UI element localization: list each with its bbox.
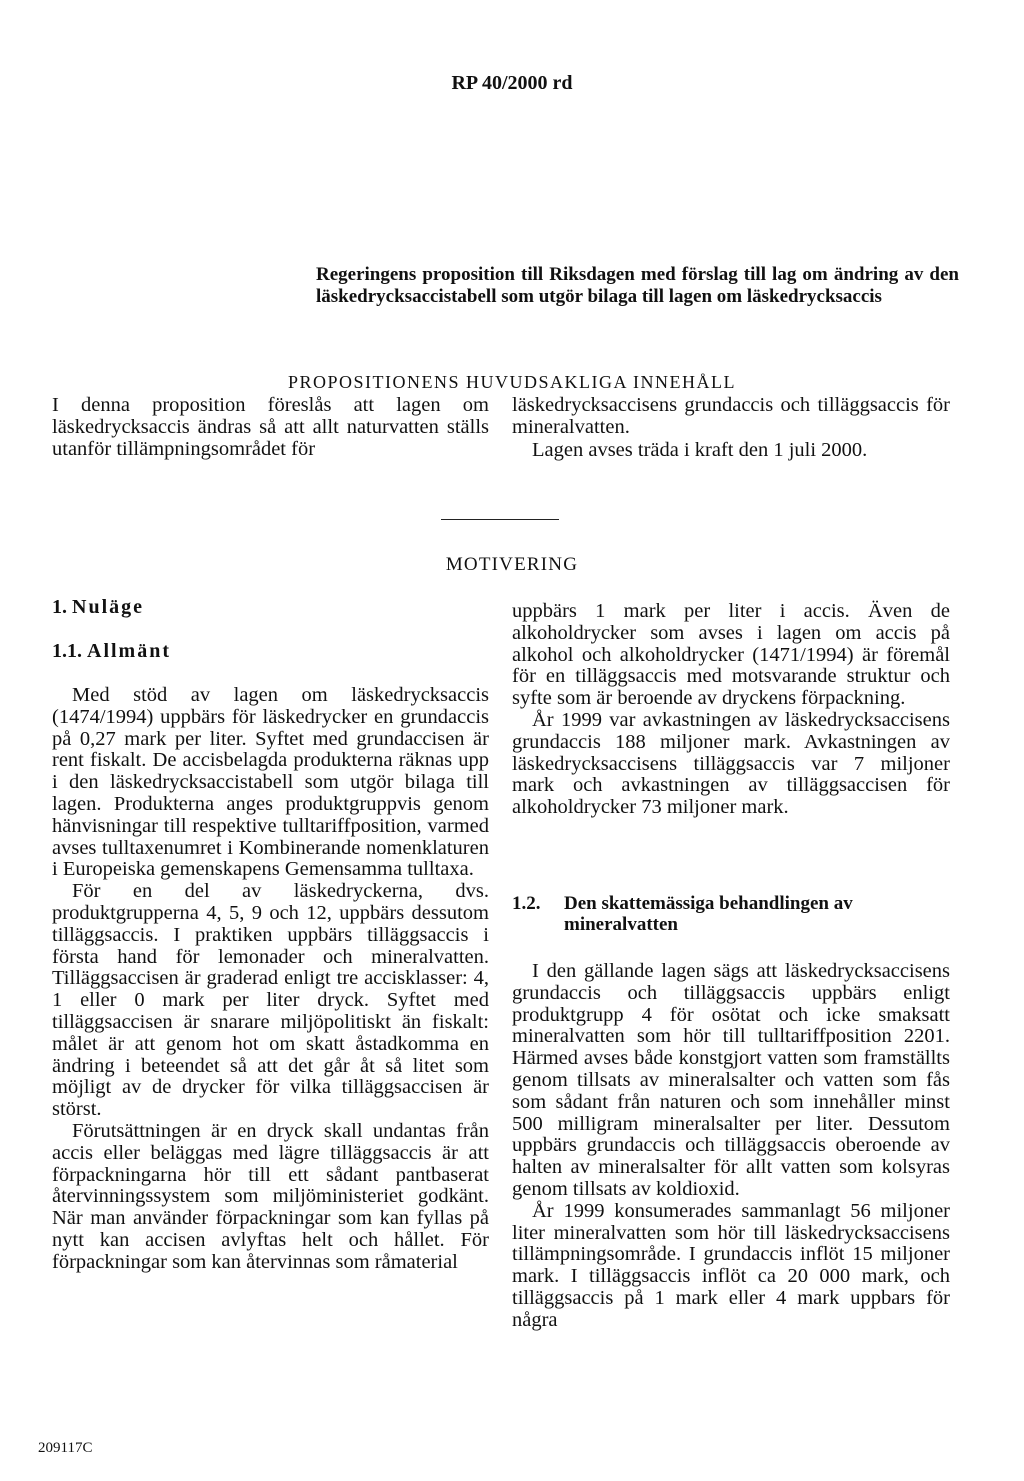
- footer-code: 209117C: [38, 1440, 93, 1456]
- summary-right-text-2: Lagen avses träda i kraft den 1 juli 2000.: [532, 439, 868, 461]
- proposition-title: Regeringens proposition till Riksdagen med förslag till lag om ändring av den läskedrycksaccistabell som utgör bilaga till lagen om läskedrycksaccis: [316, 264, 959, 307]
- body-paragraph: För en del av läskedryckerna, dvs. produktgrupperna 4, 5, 9 och 12, uppbärs dessutom tilläggsaccis. I praktiken uppbärs tilläggsaccis i första hand för lemonader och mineralvatten. Tilläggsaccisen är graderad enligt tre accisklasser: 4, 1 eller 0 mark per liter dryck. Syftet med tilläggsaccisen är snarare miljöpolitiskt än fiskalt: målet är att genom hot om skatt åstadkomma en ändring i beteendet så att det går åt så litet som möjligt av de drycker för vilka tilläggsaccisen är störst.: [52, 880, 489, 1121]
- section-1-2-title: Den skattemässiga behandlingen av mineralvatten: [564, 893, 853, 935]
- section-1-2-number: 1.2.: [512, 893, 541, 914]
- left-body-column: [52, 685, 489, 1274]
- summary-left-text: I denna proposition föreslås att lagen om läskedrycksaccis ändras så att allt naturvatten ställs utanför tillämpningsområdet för: [52, 394, 489, 460]
- body-paragraph: Med stöd av lagen om läskedrycksaccis (1474/1994) uppbärs för läskedrycker en grundaccis på 0,27 mark per liter. Syftet med grundaccisen är rent fiskalt. De accisbelagda produkterna räknas upp i den läskedrycksaccistabell som utgör bilaga till lagen. Produkterna anges produktgruppvis genom hänvisningar till respektive tulltariffposition, varmed avses tulltaxenumret i Kombinerande nomenklaturen i Europeiska gemenskapens Gemensamma tulltaxa.: [52, 684, 489, 881]
- right-body-column-b: [512, 961, 950, 1332]
- section-1-title: Nuläge: [72, 596, 144, 618]
- section-1-number: 1.: [52, 596, 67, 618]
- summary-heading: PROPOSITIONENS HUVUDSAKLIGA INNEHÅLL: [288, 372, 736, 392]
- motivering-heading: MOTIVERING: [445, 554, 579, 575]
- section-1-1-number: 1.1.: [52, 640, 82, 662]
- document-header: RP 40/2000 rd: [451, 72, 573, 94]
- section-1-1-heading: [52, 640, 489, 663]
- right-body-column-a: [512, 601, 950, 819]
- body-paragraph: Förutsättningen är en dryck skall undantas från accis eller beläggas med lägre tilläggsaccis är att förpackningarna hör till ett sådant pantbaserat återvinningssystem som miljöministeriet godkänt. När man använder förpackningar som kan fyllas på nytt kan accisen avlyftas helt och hållet. För förpackningar som kan återvinnas som råmaterial: [52, 1119, 489, 1273]
- section-1-heading: [52, 596, 489, 619]
- section-1-1-title: Allmänt: [87, 640, 171, 662]
- body-paragraph: I den gällande lagen sägs att läskedrycksaccisens grundaccis och tilläggsaccis uppbärs enligt produktgrupp 4 för osötat och icke smaksatt mineralvatten som hör till tulltariffposition 2201. Härmed avses både konstgjort vatten som framställts genom tillsats av mineralsalter och vatten som fås som sådant från naturen och som innehåller minst 500 milligram mineralsalter per liter. Dessutom uppbärs grundaccis och tilläggsaccis oberoende av halten av mineralsalter för allt vatten som kolsyras genom tillsats av koldioxid.: [512, 960, 950, 1200]
- body-paragraph: År 1999 konsumerades sammanlagt 56 miljoner liter mineralvatten som hör till läskedrycksaccisens tillämpningsområde. I grundaccis inflöt 15 miljoner mark. I tilläggsaccis inflöt ca 20 000 mark, och tilläggsaccis på 1 mark eller 4 mark uppbars för några: [512, 1199, 950, 1331]
- section-1-2-heading: [512, 893, 950, 935]
- summary-right-text-1: läskedrycksaccisens grundaccis och tilläggsaccis för mineralvatten.: [512, 394, 950, 438]
- body-paragraph: År 1999 var avkastningen av läskedrycksaccisens grundaccis 188 miljoner mark. Avkastningen av läskedrycksaccisens tilläggsaccis var 7 miljoner mark och avkastningen av tilläggsaccisen för alkoholdrycker 73 miljoner mark.: [512, 708, 950, 819]
- body-paragraph: uppbärs 1 mark per liter i accis. Även de alkoholdrycker som avses i lagen om accis på alkohol och alkoholdrycker (1471/1994) är föremål för en tilläggsaccis med motsvarande struktur och syfte som är beroende av dryckens förpackning.: [512, 600, 950, 710]
- section-divider: [441, 519, 559, 520]
